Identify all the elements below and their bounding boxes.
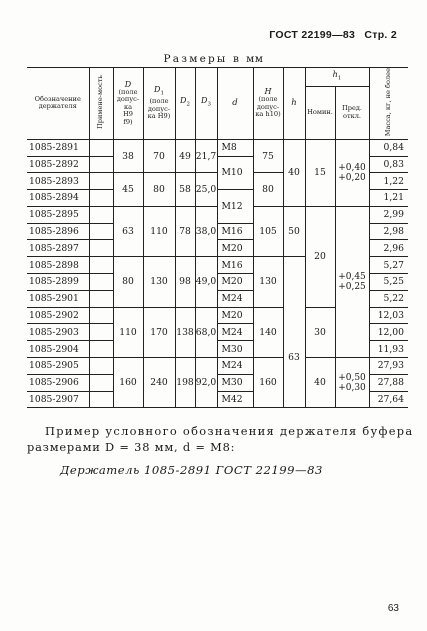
col-D2: $D_2$ [175, 68, 195, 140]
designation-cell: 1085-2905 [27, 358, 89, 375]
designation-cell: 1085-2895 [27, 206, 89, 223]
H-cell: 75 [253, 139, 283, 173]
mass-cell: 2,99 [369, 206, 408, 223]
caption-text: Размеры в [163, 53, 242, 65]
H-cell: 160 [253, 358, 283, 408]
col-applicability: Примене-мость [89, 68, 113, 140]
d-cell: M24 [217, 324, 253, 341]
page-number: 63 [387, 603, 399, 614]
designation-cell: 1085-2897 [27, 240, 89, 257]
D1-cell: 240 [143, 358, 175, 408]
designation-cell: 1085-2902 [27, 307, 89, 324]
designation-cell: 1085-2893 [27, 173, 89, 190]
h-cell [283, 257, 305, 307]
D2-cell: 49 [175, 139, 195, 173]
d-cell: M8 [217, 139, 253, 156]
mass-cell: 0,84 [369, 139, 408, 156]
h1-tol-cell: +0,40 +0,20 [335, 139, 369, 206]
applicability-cell [89, 341, 113, 358]
designation-cell: 1085-2904 [27, 341, 89, 358]
d-cell: M30 [217, 341, 253, 358]
h-cell: 50 [283, 206, 305, 256]
d-cell: M30 [217, 374, 253, 391]
h1-tol-cell: +0,50 +0,30 [335, 358, 369, 408]
applicability-cell [89, 324, 113, 341]
col-mass: Масса, кг, не более [369, 68, 408, 140]
designation-cell: 1085-2906 [27, 374, 89, 391]
mass-cell: 11,93 [369, 341, 408, 358]
applicability-cell [89, 190, 113, 207]
D2-cell: 58 [175, 173, 195, 207]
mass-cell: 12,03 [369, 307, 408, 324]
example-line-1: Пример условного обозначения держателя буфера [45, 424, 414, 438]
d-cell: M42 [217, 391, 253, 408]
table-caption [0, 53, 427, 65]
h-cell: 40 [283, 139, 305, 206]
d-cell: M12 [217, 190, 253, 224]
mass-cell: 27,64 [369, 391, 408, 408]
d-cell: M20 [217, 307, 253, 324]
D2-cell: 78 [175, 206, 195, 256]
H-cell: 105 [253, 206, 283, 256]
D3-cell: 21,7 [195, 139, 217, 173]
example-line-2: размерами D = 38 мм, d = M8: [27, 440, 236, 454]
d-cell: M16 [217, 223, 253, 240]
applicability-cell [89, 173, 113, 190]
H-cell: 130 [253, 257, 283, 307]
mass-cell: 27,93 [369, 358, 408, 375]
mass-cell: 2,96 [369, 240, 408, 257]
h1-nom-cell: 15 [305, 139, 335, 206]
table-row [27, 358, 408, 375]
h1-nom-cell: 20 [305, 206, 335, 307]
designation-cell: 1085-2896 [27, 223, 89, 240]
h1-nom-cell: 40 [305, 358, 335, 408]
caption-unit: мм [246, 53, 264, 65]
D1-cell: 110 [143, 206, 175, 256]
col-designation: Обозначение держателя [27, 68, 89, 140]
applicability-cell [89, 374, 113, 391]
D3-cell: 25,0 [195, 173, 217, 207]
applicability-cell [89, 223, 113, 240]
applicability-cell [89, 391, 113, 408]
col-h: h [283, 68, 305, 140]
D-cell: 63 [113, 206, 143, 256]
col-D3: $D_3$ [195, 68, 217, 140]
D-cell: 80 [113, 257, 143, 307]
example-designation: Держатель 1085-2891 ГОСТ 22199—83 [60, 463, 323, 477]
D3-cell: 38,0 [195, 206, 217, 256]
col-d: d [217, 68, 253, 140]
d-cell: M20 [217, 240, 253, 257]
applicability-cell [89, 358, 113, 375]
col-h1-nom: Номин. [305, 86, 335, 139]
d-cell: M10 [217, 156, 253, 190]
D-cell: 110 [113, 307, 143, 357]
applicability-cell [89, 206, 113, 223]
D-cell: 160 [113, 358, 143, 408]
h1-nom-cell: 30 [305, 307, 335, 357]
mass-cell: 1,21 [369, 190, 408, 207]
designation-cell: 1085-2903 [27, 324, 89, 341]
D-cell: 45 [113, 173, 143, 207]
designation-cell: 1085-2894 [27, 190, 89, 207]
D2-cell: 98 [175, 257, 195, 307]
designation-cell: 1085-2901 [27, 290, 89, 307]
mass-cell: 5,25 [369, 274, 408, 291]
applicability-cell [89, 274, 113, 291]
applicability-cell [89, 156, 113, 173]
designation-cell: 1085-2892 [27, 156, 89, 173]
mass-cell: 2,98 [369, 223, 408, 240]
col-D1: $D_1$ (поле допус- ка H9) [143, 68, 175, 140]
mass-cell: 27,88 [369, 374, 408, 391]
mass-cell: 12,00 [369, 324, 408, 341]
applicability-cell [89, 139, 113, 156]
col-D: D (поле допус- ка H9 f9) [113, 68, 143, 140]
page-header [263, 29, 397, 41]
h-cell: 63 [283, 307, 305, 408]
H-cell: 140 [253, 307, 283, 357]
mass-cell: 5,22 [369, 290, 408, 307]
d-cell: M20 [217, 274, 253, 291]
table-row [27, 139, 408, 156]
D-cell: 38 [113, 139, 143, 173]
standard-number: ГОСТ 22199—83 [269, 29, 356, 41]
mass-cell: 1,22 [369, 173, 408, 190]
applicability-cell [89, 307, 113, 324]
dimensions-table [27, 67, 408, 408]
col-h1: $h_1$ [305, 68, 369, 87]
h1-tol-cell: +0,45 +0,25 [335, 206, 369, 357]
page-label: Стр. 2 [364, 29, 397, 41]
D1-cell: 70 [143, 139, 175, 173]
designation-cell: 1085-2899 [27, 274, 89, 291]
D1-cell: 80 [143, 173, 175, 207]
D3-cell: 68,0 [195, 307, 217, 357]
D1-cell: 170 [143, 307, 175, 357]
H-cell: 80 [253, 173, 283, 207]
designation-cell: 1085-2891 [27, 139, 89, 156]
D3-cell: 92,0 [195, 358, 217, 408]
col-H: H (поле допус- ка h10) [253, 68, 283, 140]
designation-cell: 1085-2907 [27, 391, 89, 408]
D3-cell: 49,0 [195, 257, 217, 307]
applicability-cell [89, 240, 113, 257]
designation-cell: 1085-2898 [27, 257, 89, 274]
applicability-cell [89, 257, 113, 274]
d-cell: M24 [217, 358, 253, 375]
D1-cell: 130 [143, 257, 175, 307]
col-h1-tol: Пред. откл. [335, 86, 369, 139]
D2-cell: 198 [175, 358, 195, 408]
d-cell: M24 [217, 290, 253, 307]
mass-cell: 5,27 [369, 257, 408, 274]
D2-cell: 138 [175, 307, 195, 357]
mass-cell: 0,83 [369, 156, 408, 173]
applicability-cell [89, 290, 113, 307]
d-cell: M16 [217, 257, 253, 274]
